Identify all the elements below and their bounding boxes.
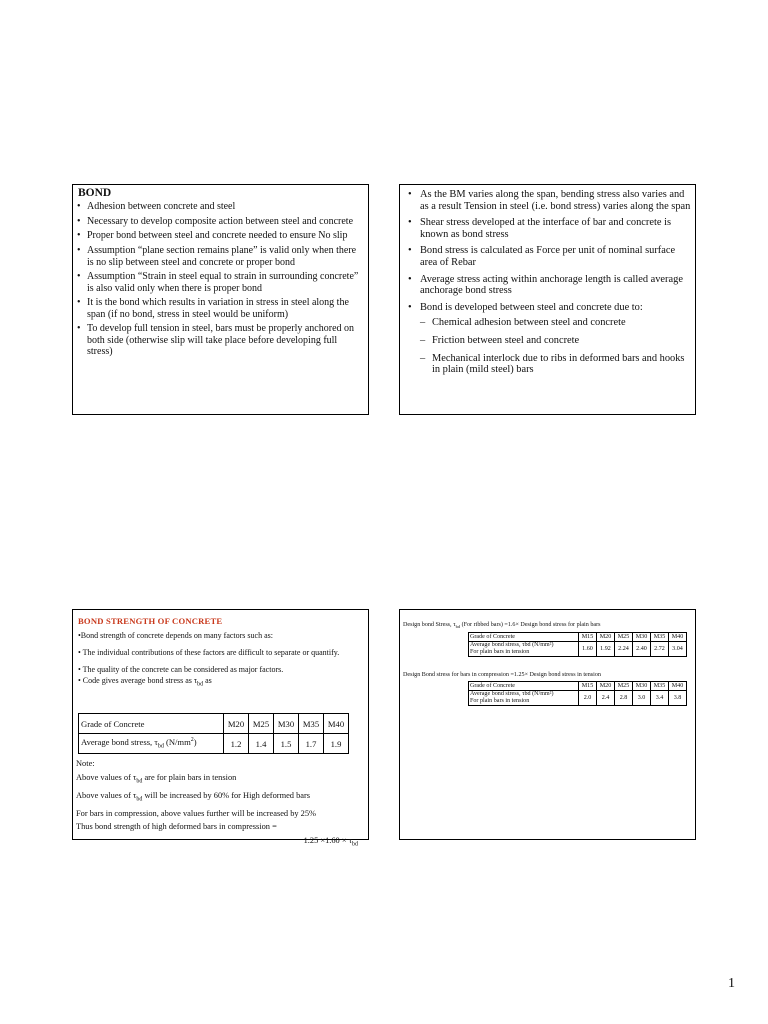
text: are for plain bars in tension — [142, 772, 237, 782]
table-cell: M25 — [615, 633, 633, 642]
table-cell: 1.92 — [597, 642, 615, 657]
note-line — [76, 789, 366, 807]
note-line: For bars in compression, above values further will be increased by 25% — [76, 808, 317, 818]
table-caption — [403, 622, 600, 629]
paragraph — [78, 675, 363, 691]
text: ) — [193, 737, 197, 748]
table-cell: 2.24 — [615, 642, 633, 657]
note-line: Thus bond strength of high deformed bars in compression = — [76, 822, 277, 832]
note-title: Note: — [76, 759, 95, 768]
table-cell: M30 — [633, 682, 651, 691]
sub-bullet-item: – Chemical adhesion between steel and concrete — [420, 317, 691, 329]
table-cell: 2.8 — [615, 691, 633, 706]
text: Average bond stress, τ — [81, 737, 158, 748]
table-cell: M25 — [249, 714, 274, 734]
slide-bond-stress — [399, 184, 696, 415]
table-cell: M20 — [597, 633, 615, 642]
table-row — [469, 691, 687, 706]
table-row — [469, 642, 687, 657]
note-block — [76, 757, 366, 852]
table-cell: M35 — [299, 714, 324, 734]
table-cell — [469, 642, 579, 657]
bullet-item: • It is the bond which results in variation in stress in steel along the span (if no bond, stress in steel would be uniform) — [77, 297, 365, 320]
bullet-list — [406, 189, 691, 382]
table-cell: M35 — [651, 633, 669, 642]
table-cell: 1.4 — [249, 734, 274, 754]
subscript: bd — [157, 743, 164, 750]
table-cell: 2.72 — [651, 642, 669, 657]
table-cell: M30 — [274, 714, 299, 734]
table-row — [79, 714, 349, 734]
table-caption: Design Bond stress for bars in compression =1.25× Design bond stress in tension — [403, 672, 601, 678]
sub-bullet-item: – Mechanical interlock due to ribs in deformed bars and hooks in plain (mild steel) bars — [420, 353, 691, 376]
text: Above values of τ — [76, 790, 137, 800]
design-bond-stress-table-tension — [468, 632, 687, 657]
bullet-list — [77, 201, 365, 361]
slide-title: BOND — [78, 187, 112, 199]
table-cell — [79, 734, 224, 754]
slide-bond-strength — [72, 609, 369, 848]
slide-bond — [72, 184, 369, 415]
bullet-item: • As the BM varies along the span, bending stress also varies and as a result Tension in steel (i.e. bond stress) varies along the span — [406, 189, 691, 212]
slide-design-bond-stress — [399, 609, 696, 840]
bullet-item: • Average stress acting within anchorage length is called average anchorage bond stress — [406, 274, 691, 297]
table-cell: M15 — [579, 633, 597, 642]
sub-bullet-list — [420, 317, 691, 375]
table-cell: 1.60 — [579, 642, 597, 657]
table-cell: 1.5 — [274, 734, 299, 754]
table-cell: 3.0 — [633, 691, 651, 706]
subscript: bd — [136, 778, 143, 785]
subscript: bd — [197, 681, 204, 688]
bullet-item: • Assumption “Strain in steel equal to strain in surrounding concrete” is also valid only when there is proper bond — [77, 271, 365, 294]
table-cell: 2.0 — [579, 691, 597, 706]
cell-line: For plain bars in tension — [470, 649, 530, 655]
bullet-item: • Proper bond between steel and concrete needed to ensure No slip — [77, 230, 365, 241]
paragraph-block — [78, 630, 363, 696]
cell-line: Average bond stress, τbd (N/mm²) — [470, 691, 554, 697]
text: Above values of τ — [76, 772, 137, 782]
table-cell: M25 — [615, 682, 633, 691]
sub-bullet-item: – Friction between steel and concrete — [420, 335, 691, 347]
cell-line: For plain bars in tension — [470, 698, 530, 704]
page-number: 1 — [728, 976, 735, 991]
bullet-text: Bond is developed between steel and concrete due to: — [420, 301, 643, 313]
table-cell: M40 — [669, 682, 687, 691]
bullet-item — [406, 302, 691, 376]
table-row — [469, 633, 687, 642]
text: 1.25 ×1.60 × τ — [303, 835, 352, 845]
text: as — [203, 676, 212, 685]
bullet-item: • Adhesion between concrete and steel — [77, 201, 365, 212]
cell-line: Average bond stress, τbd (N/mm²) — [470, 642, 554, 648]
subscript: bd — [136, 796, 143, 803]
paragraph: •Bond strength of concrete depends on many factors such as: — [78, 631, 273, 640]
table-cell: Grade of Concrete — [469, 682, 579, 691]
table-cell: 2.40 — [633, 642, 651, 657]
text: Design bond Stress, τ — [403, 622, 456, 628]
table-cell: M40 — [669, 633, 687, 642]
table-cell — [469, 691, 579, 706]
bullet-item: • Necessary to develop composite action between steel and concrete — [77, 216, 365, 227]
subscript: bd — [352, 841, 358, 848]
design-bond-stress-table-compression — [468, 681, 687, 706]
table-row — [469, 682, 687, 691]
table-cell: 3.4 — [651, 691, 669, 706]
table-cell: 1.7 — [299, 734, 324, 754]
table-cell: Grade of Concrete — [469, 633, 579, 642]
bullet-item: • Bond stress is calculated as Force per unit of nominal surface area of Rebar — [406, 245, 691, 268]
text: • Code gives average bond stress as τ — [78, 676, 198, 685]
table-cell: M40 — [324, 714, 349, 734]
bullet-item: • Shear stress developed at the interface of bar and concrete is known as bond stress — [406, 217, 691, 240]
table-cell: 3.8 — [669, 691, 687, 706]
table-cell: M35 — [651, 682, 669, 691]
text: will be increased by 60% for High deformed bars — [142, 790, 311, 800]
note-formula — [76, 834, 366, 852]
subscript: bd — [455, 624, 461, 630]
table-cell: M20 — [597, 682, 615, 691]
text: (N/mm — [163, 737, 191, 748]
text: (For ribbed bars) =1.6× Design bond stress for plain bars — [460, 622, 601, 628]
table-cell: 3.04 — [669, 642, 687, 657]
paragraph: • The individual contributions of these factors are difficult to separate or quantify. — [78, 647, 340, 657]
table-cell: 2.4 — [597, 691, 615, 706]
slide-title: BOND STRENGTH OF CONCRETE — [78, 616, 223, 626]
table-cell: M15 — [579, 682, 597, 691]
table-row — [79, 734, 349, 754]
bullet-item: • To develop full tension in steel, bars must be properly anchored on both side (otherwise slip will take place before developing full stress) — [77, 323, 365, 357]
paragraph: • The quality of the concrete can be considered as major factors. — [78, 664, 284, 674]
superscript: 2 — [190, 737, 194, 744]
table-cell: M30 — [633, 633, 651, 642]
table-cell: 1.2 — [224, 734, 249, 754]
table-cell: 1.9 — [324, 734, 349, 754]
bond-stress-table — [78, 713, 349, 754]
table-cell: M20 — [224, 714, 249, 734]
note-line — [76, 771, 366, 789]
bullet-item: • Assumption “plane section remains plane” is valid only when there is no slip between steel and concrete or proper bond — [77, 245, 365, 268]
table-cell: Grade of Concrete — [79, 714, 224, 734]
